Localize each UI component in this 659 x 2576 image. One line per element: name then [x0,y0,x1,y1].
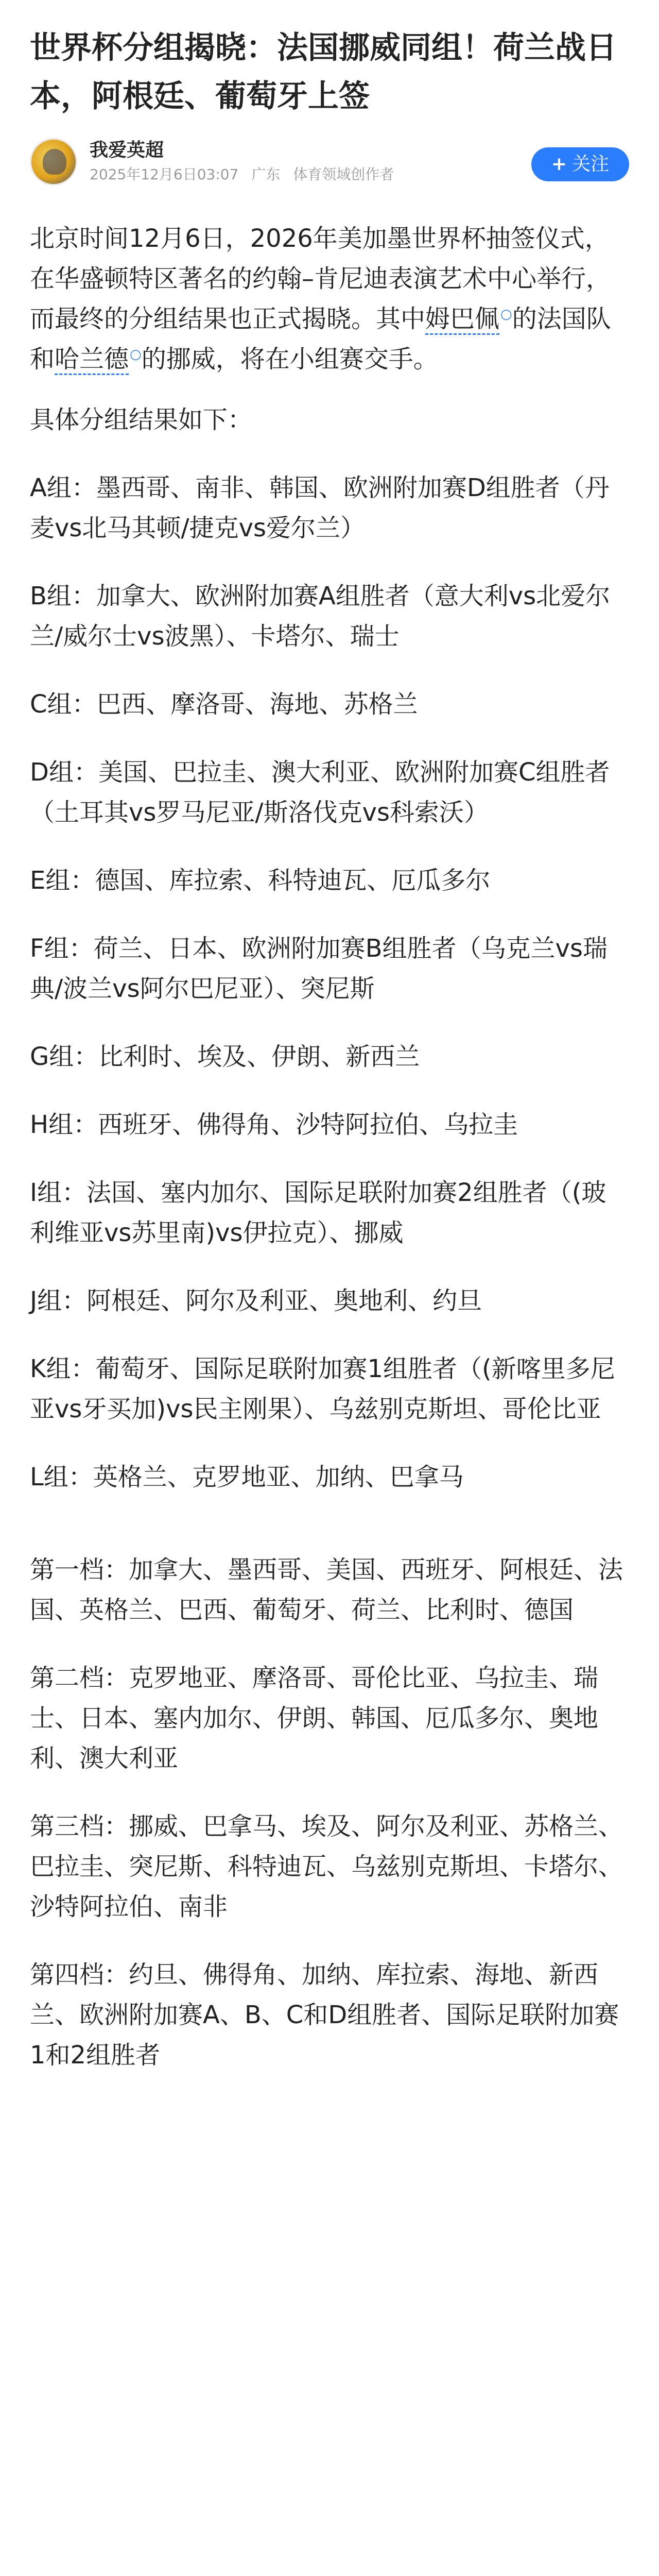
article-title: 世界杯分组揭晓：法国挪威同组！荷兰战日本，阿根廷、葡萄牙上签 [30,30,617,114]
author-bar [30,136,629,188]
author-role: 体育领域创作者 [293,166,394,183]
pot-2: 第二档：克罗地亚、摩洛哥、哥伦比亚、乌拉圭、瑞士、日本、塞内加尔、伊朗、韩国、厄瓜多尔、奥地利、澳大利亚 [30,1664,599,1773]
follow-button[interactable] [531,147,629,181]
group-c: C组：巴西、摩洛哥、海地、苏格兰 [30,690,418,719]
groups-heading: 具体分组结果如下： [30,405,253,434]
article-body [30,218,629,2075]
intro-paragraph [30,218,629,379]
entity-circle-icon: ○ [500,307,512,322]
publish-datetime: 2025年12月6日03:07 [90,166,239,183]
author-meta [90,164,402,185]
plus-icon: + [551,154,567,175]
group-j: J组：阿根廷、阿尔及利亚、奥地利、约旦 [30,1286,482,1315]
author-name[interactable]: 我爱英超 [90,140,164,161]
intro-text-3: 的挪威，将在小组赛交手。 [141,345,438,374]
group-e: E组：德国、库拉索、科特迪瓦、厄瓜多尔 [30,866,491,895]
group-l: L组：英格兰、克罗地亚、加纳、巴拿马 [30,1463,464,1492]
group-d: D组：美国、巴拉圭、澳大利亚、欧洲附加赛C组胜者（土耳其vs罗马尼亚/斯洛伐克vs科索沃） [30,758,610,827]
entity-link-mbappe[interactable]: 姆巴佩 [425,304,499,335]
follow-label: 关注 [572,154,610,175]
group-k: K组：葡萄牙、国际足联附加赛1组胜者（(新喀里多尼亚vs牙买加)vs民主刚果）、乌兹别克斯坦、哥伦比亚 [30,1354,615,1423]
group-b: B组：加拿大、欧洲附加赛A组胜者（意大利vs北爱尔兰/威尔士vs波黑）、卡塔尔、瑞士 [30,582,611,651]
group-a: A组：墨西哥、南非、韩国、欧洲附加赛D组胜者（丹麦vs北马其顿/捷克vs爱尔兰） [30,473,610,543]
group-f: F组：荷兰、日本、欧洲附加赛B组胜者（乌克兰vs瑞典/波兰vs阿尔巴尼亚）、突尼斯 [30,934,608,1003]
author-info [90,139,402,185]
pot-1: 第一档：加拿大、墨西哥、美国、西班牙、阿根廷、法国、英格兰、巴西、葡萄牙、荷兰、比利时、德国 [30,1555,623,1624]
avatar[interactable] [30,138,77,185]
pot-4: 第四档：约旦、佛得角、加纳、库拉索、海地、新西兰、欧洲附加赛A、B、C和D组胜者、国际足联附加赛1和2组胜者 [30,1960,619,2070]
intro-text-1: 北京时间12月6日，2026年美加墨世界杯抽签仪式，在华盛顿特区著名的约翰–肯尼迪表演艺术中心举行，而最终的分组结果也正式揭晓。其中 [30,224,611,333]
entity-circle-icon: ○ [130,347,142,362]
intro-text-2: 的法国队和 [30,304,611,374]
group-g: G组：比利时、埃及、伊朗、新西兰 [30,1042,420,1071]
group-h: H组：西班牙、佛得角、沙特阿拉伯、乌拉圭 [30,1110,518,1139]
group-i: I组：法国、塞内加尔、国际足联附加赛2组胜者（(玻利维亚vs苏里南)vs伊拉克）、挪威 [30,1178,606,1247]
pot-3: 第三档：挪威、巴拿马、埃及、阿尔及利亚、苏格兰、巴拉圭、突尼斯、科特迪瓦、乌兹别克斯坦、卡塔尔、沙特阿拉伯、南非 [30,1812,623,1921]
author-location: 广东 [251,166,281,183]
entity-link-haaland[interactable]: 哈兰德 [55,345,129,375]
